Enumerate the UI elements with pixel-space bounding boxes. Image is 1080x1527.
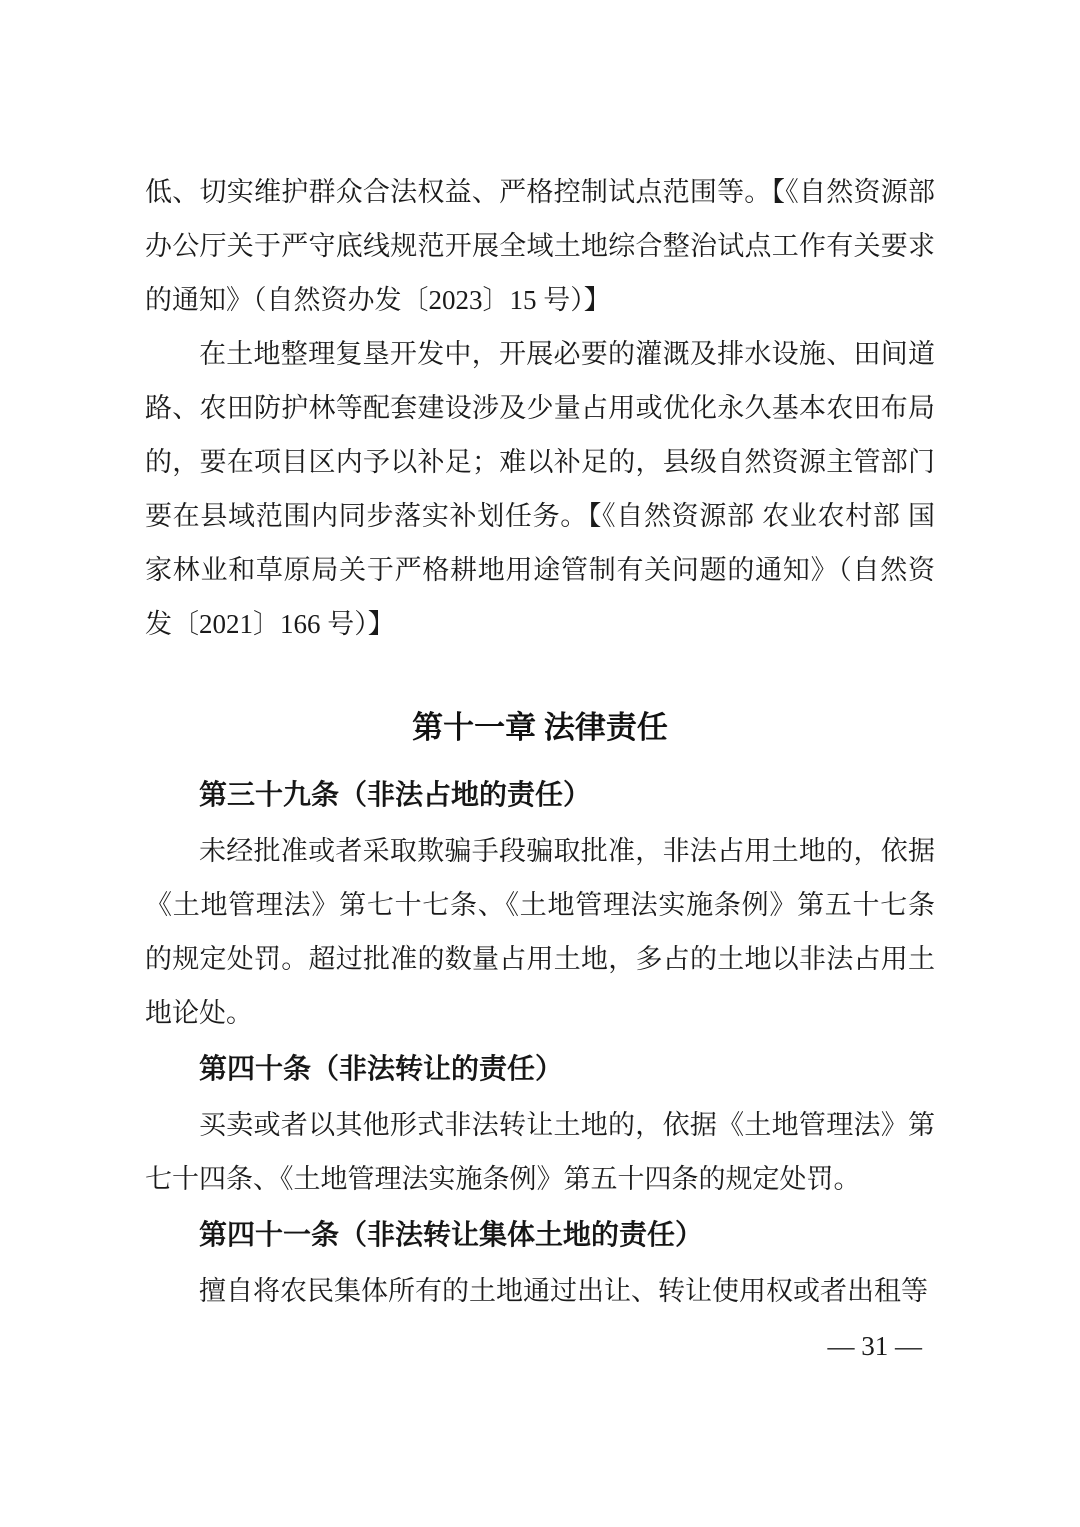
intro-paragraph-continuation: 低、切实维护群众合法权益、严格控制试点范围等。【《自然资源部办公厅关于严守底线规范开展全域土地综合整治试点工作有关要求的通知》（自然资办发〔2023〕15 号）】 xyxy=(145,177,935,315)
article-40-heading: 第四十条（非法转让的责任） xyxy=(199,1053,564,1084)
article-39 xyxy=(145,768,935,1040)
intro-paragraph-land-consolidation: 在土地整理复垦开发中，开展必要的灌溉及排水设施、田间道路、农田防护林等配套建设涉及少量占用或优化永久基本农田布局的，要在项目区内予以补足；难以补足的，县级自然资源主管部门要在县域范围内同步落实补划任务。【《自然资源部 农业农村部 国家林业和草原局关于严格耕地用途管制有关问题的通知》（自然资发〔2021〕166 号）】 xyxy=(145,339,935,639)
article-41 xyxy=(145,1208,935,1318)
article-39-body: 未经批准或者采取欺骗手段骗取批准，非法占用土地的，依据《土地管理法》第七十七条、《土地管理法实施条例》第五十七条的规定处罚。超过批准的数量占用土地，多占的土地以非法占用土地论处。 xyxy=(145,836,935,1028)
page-content xyxy=(145,165,935,1318)
chapter-heading: 第十一章 法律责任 xyxy=(412,710,668,745)
article-40 xyxy=(145,1042,935,1206)
article-40-body: 买卖或者以其他形式非法转让土地的，依据《土地管理法》第七十四条、《土地管理法实施条例》第五十四条的规定处罚。 xyxy=(145,1110,935,1194)
article-41-body: 擅自将农民集体所有的土地通过出让、转让使用权或者出租等 xyxy=(199,1276,928,1306)
page-number: — 31 — xyxy=(827,1331,922,1361)
article-41-heading: 第四十一条（非法转让集体土地的责任） xyxy=(199,1219,704,1250)
article-39-heading: 第三十九条（非法占地的责任） xyxy=(199,779,592,810)
